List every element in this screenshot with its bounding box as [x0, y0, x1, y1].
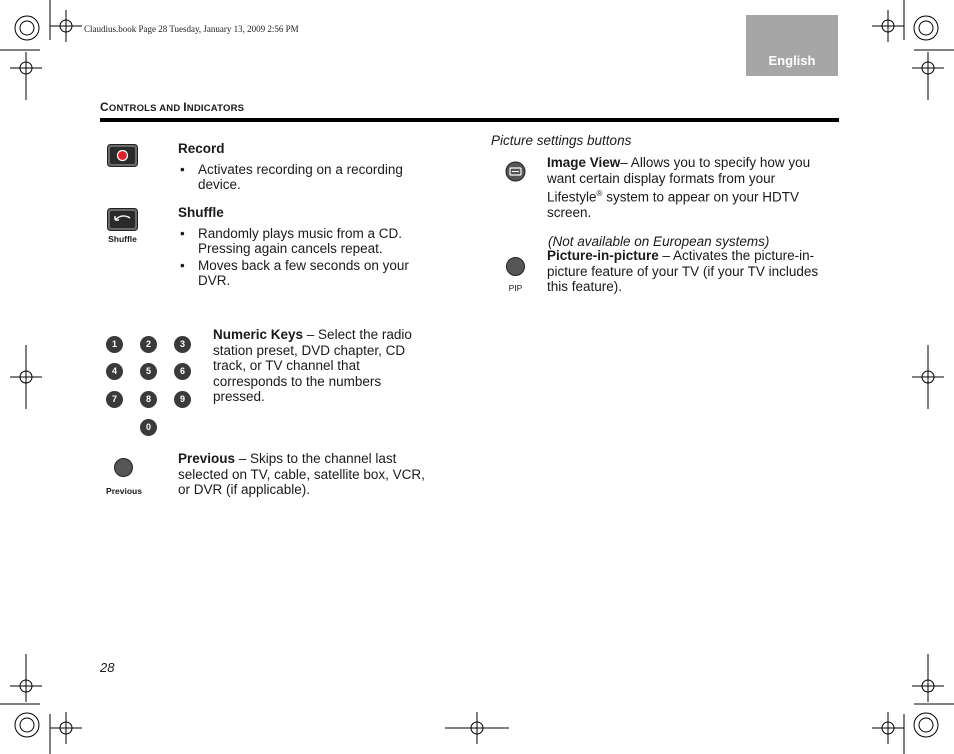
section-title-cap2: I: [183, 100, 187, 114]
image-view-button-icon: [505, 161, 526, 182]
page-number: 28: [100, 660, 115, 675]
shuffle-bullet-2: • Moves back a few seconds on your DVR.: [178, 258, 438, 289]
numeric-key-8: 8: [140, 391, 157, 408]
shuffle-title: Shuffle: [178, 205, 224, 220]
numeric-key-9: 9: [174, 391, 191, 408]
registered-mark: ®: [596, 189, 603, 198]
picture-settings-heading: Picture settings buttons: [491, 133, 632, 148]
record-title: Record: [178, 141, 225, 156]
section-title-cap1: C: [100, 100, 109, 114]
numeric-key-4: 4: [106, 363, 123, 380]
pip-title: Picture-in-picture: [547, 248, 659, 263]
pip-block: [547, 248, 832, 295]
pip-description: – Activates the picture-in-picture feature of your TV (if your TV includes this feature).: [547, 248, 819, 294]
section-title-rest1: ONTROLS AND: [108, 103, 184, 114]
numeric-key-3: 3: [174, 336, 191, 353]
record-button-icon: [107, 144, 138, 167]
image-view-note: (Not available on European systems): [548, 234, 770, 249]
record-bullet-1: • Activates recording on a recording device.: [178, 162, 438, 193]
previous-title: Previous: [178, 451, 236, 466]
section-title: [100, 100, 244, 114]
language-tab: [746, 15, 838, 76]
previous-icon-label: Previous: [106, 486, 142, 496]
pip-button-icon: [506, 257, 525, 276]
image-view-block: [547, 155, 832, 221]
image-view-description-2: system to appear on your HDTV screen.: [547, 189, 800, 220]
numeric-keys-description: – Select the radio station preset, DVD chapter, CD track, or TV channel that corresponds to the numbers pressed.: [213, 327, 412, 404]
previous-button-icon: [114, 458, 133, 477]
numeric-keys-block: [213, 327, 433, 405]
pip-icon-label: PIP: [508, 283, 523, 293]
image-view-title: Image View: [547, 155, 621, 170]
shuffle-bullet-1: • Randomly plays music from a CD. Pressing again cancels repeat.: [178, 226, 438, 257]
numeric-key-6: 6: [174, 363, 191, 380]
shuffle-block: [178, 205, 438, 289]
numeric-key-0: 0: [140, 419, 157, 436]
language-tab-label: English: [768, 53, 816, 68]
numeric-key-5: 5: [140, 363, 157, 380]
previous-description: – Skips to the channel last selected on TV, cable, satellite box, VCR, or DVR (if applicable).: [178, 451, 425, 497]
numeric-key-2: 2: [140, 336, 157, 353]
image-view-description-1: – Allows you to specify how you want certain display formats from your Lifestyle: [547, 155, 811, 205]
shuffle-button-icon: [107, 208, 138, 231]
section-rule: [100, 118, 839, 122]
numeric-key-7: 7: [106, 391, 123, 408]
shuffle-icon-label: Shuffle: [108, 234, 137, 244]
previous-block: [178, 451, 440, 498]
numeric-key-1: 1: [106, 336, 123, 353]
numeric-keys-title: Numeric Keys: [213, 327, 304, 342]
section-title-rest2: NDICATORS: [186, 103, 245, 114]
record-block: [178, 141, 438, 193]
book-info-header: Claudius.book Page 28 Tuesday, January 13, 2009 2:56 PM: [84, 24, 299, 34]
